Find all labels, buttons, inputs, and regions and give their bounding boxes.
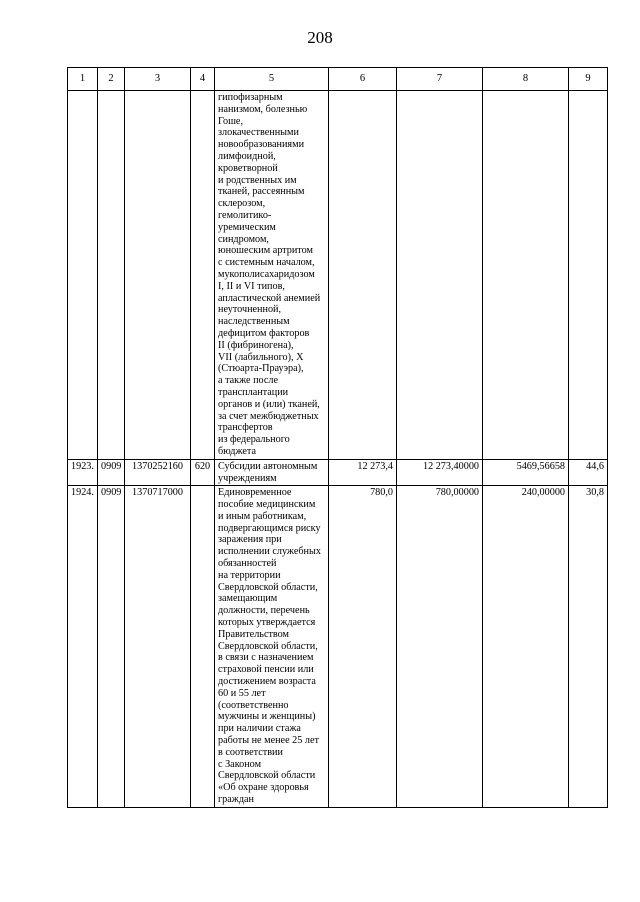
description-line: должности, перечень (218, 605, 310, 617)
description-line: подвергающимся риску (218, 522, 321, 534)
expense-type-cell: 620 (191, 459, 215, 486)
description-line: Правительством (218, 628, 289, 640)
description-line: учреждениям (218, 472, 277, 484)
expense-type-cell (191, 91, 215, 460)
description-line: при наличии стажа (218, 723, 301, 735)
approved-amount-cell: 780,0 (329, 486, 397, 808)
description-line: из федерального (218, 434, 290, 446)
description-line: замещающим (218, 593, 278, 605)
table-row (68, 486, 608, 808)
plan-amount-cell: 780,00000 (397, 486, 483, 808)
header-col-9: 9 (569, 68, 608, 91)
row-number-cell: 1924. (68, 486, 98, 808)
section-code-cell: 0909 (98, 486, 125, 808)
description-line: склерозом, (218, 198, 266, 210)
description-line: новообразованиями (218, 139, 305, 151)
description-line: и родственных им (218, 174, 297, 186)
approved-amount-cell (329, 91, 397, 460)
plan-amount-cell (397, 91, 483, 460)
description-line: гипофизарным (218, 92, 283, 103)
description-line: уремическим (218, 221, 276, 233)
description-line: гемолитико- (218, 209, 272, 221)
description-line: трансфертов (218, 422, 273, 434)
target-code-cell: 1370252160 (125, 459, 191, 486)
description-line: злокачественными (218, 127, 299, 139)
header-col-5: 5 (215, 68, 329, 91)
description-line: с Законом (218, 758, 262, 770)
description-line: тканей, рассеянным (218, 186, 305, 198)
description-line: исполнении служебных (218, 546, 321, 558)
description-line: обязанностей (218, 558, 277, 570)
target-code-cell (125, 91, 191, 460)
description-line: и иным работникам, (218, 510, 307, 522)
percent-cell (569, 91, 608, 460)
percent-cell: 44,6 (569, 459, 608, 486)
description-line: (соответственно (218, 699, 289, 711)
description-line: II (фибриногена), (218, 339, 294, 351)
description-line: 60 и 55 лет (218, 687, 266, 699)
description-line: на территории (218, 569, 281, 581)
description-line: юношеским артритом (218, 245, 313, 257)
description-line: за счет межбюджетных (218, 410, 319, 422)
description-line: Субсидии автономным (218, 460, 318, 472)
header-col-4: 4 (191, 68, 215, 91)
header-col-3: 3 (125, 68, 191, 91)
description-cell (215, 91, 329, 460)
description-line: «Об охране здоровья (218, 782, 309, 794)
expense-type-cell (191, 486, 215, 808)
executed-amount-cell: 240,00000 (483, 486, 569, 808)
description-line: I, II и VI типов, (218, 280, 285, 292)
description-line: которых утверждается (218, 617, 316, 629)
description-line: мукополисахаридозом (218, 268, 315, 280)
page-number: 208 (307, 28, 333, 47)
header-col-8: 8 (483, 68, 569, 91)
table-row (68, 91, 608, 460)
description-line: Свердловской области (218, 770, 316, 782)
description-line: с системным началом, (218, 257, 315, 269)
description-line: Свердловской области, (218, 581, 318, 593)
header-col-2: 2 (98, 68, 125, 91)
description-line: (Стюарта-Прауэра), (218, 363, 304, 375)
table-row (68, 459, 608, 486)
description-cell (215, 486, 329, 808)
row-number-cell: 1923. (68, 459, 98, 486)
section-code-cell (98, 91, 125, 460)
description-line: Гоше, (218, 115, 244, 127)
description-line: Свердловской области, (218, 640, 318, 652)
description-line: трансплантации (218, 386, 289, 398)
executed-amount-cell (483, 91, 569, 460)
budget-table (67, 67, 608, 808)
percent-cell: 30,8 (569, 486, 608, 808)
section-code-cell: 0909 (98, 459, 125, 486)
description-line: VII (лабильного), X (218, 351, 304, 363)
header-row (68, 68, 608, 91)
description-line: заражения при (218, 534, 282, 546)
description-line: в соответствии (218, 746, 283, 758)
plan-amount-cell: 12 273,40000 (397, 459, 483, 486)
description-line: неуточненной, (218, 304, 282, 316)
target-code-cell: 1370717000 (125, 486, 191, 808)
description-line: бюджета (218, 445, 256, 457)
description-line: дефицитом факторов (218, 327, 310, 339)
description-line: органов и (или) тканей, (218, 398, 320, 410)
row-number-cell (68, 91, 98, 460)
description-line: лимфоидной, (218, 150, 276, 162)
header-col-7: 7 (397, 68, 483, 91)
description-line: в связи с назначением (218, 652, 314, 664)
description-line: синдромом, (218, 233, 269, 245)
approved-amount-cell: 12 273,4 (329, 459, 397, 486)
description-line: достижением возраста (218, 676, 316, 688)
description-line: граждан (218, 794, 254, 806)
description-line: страховой пенсии или (218, 664, 314, 676)
description-line: работы не менее 25 лет (218, 735, 319, 747)
header-col-1: 1 (68, 68, 98, 91)
description-line: Единовременное (218, 487, 292, 499)
description-line: пособие медицинским (218, 499, 316, 511)
description-line: апластической анемией (218, 292, 321, 304)
description-cell (215, 459, 329, 486)
header-col-6: 6 (329, 68, 397, 91)
description-line: а также после (218, 375, 279, 387)
description-line: кроветворной (218, 162, 278, 174)
description-line: наследственным (218, 316, 290, 328)
executed-amount-cell: 5469,56658 (483, 459, 569, 486)
description-line: нанизмом, болезнью (218, 103, 308, 115)
description-line: мужчины и женщины) (218, 711, 316, 723)
